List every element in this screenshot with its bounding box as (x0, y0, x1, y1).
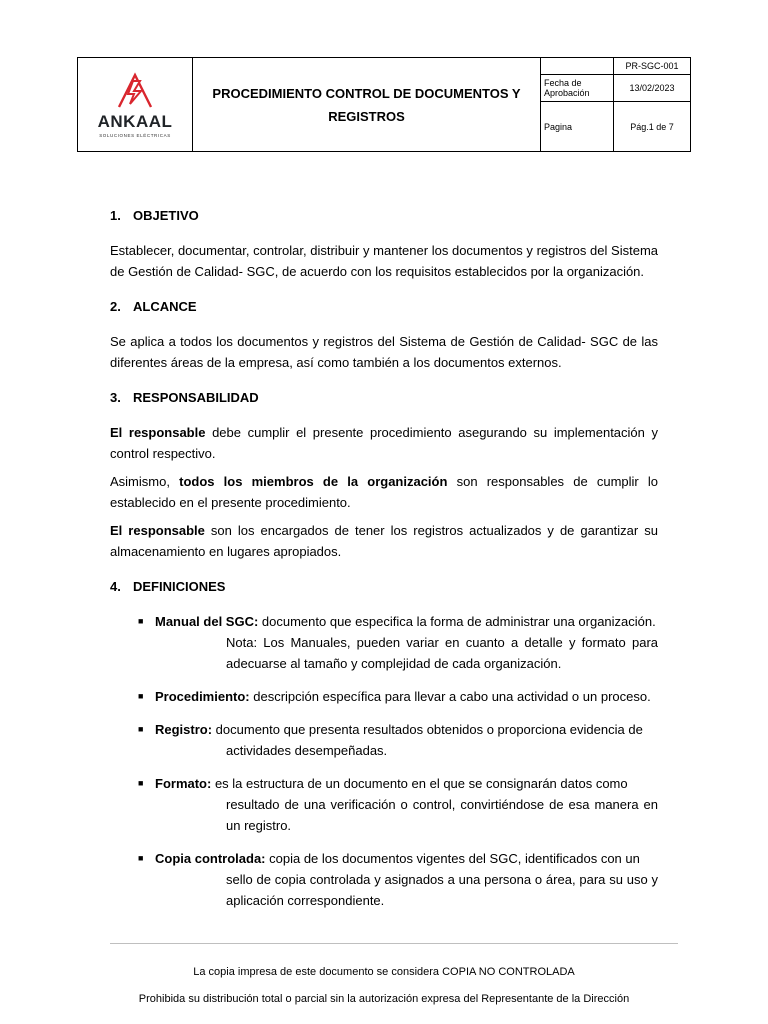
responsabilidad-paragraph-3 (110, 520, 658, 562)
section-title: DEFINICIONES (133, 579, 226, 594)
section-number: 1. (110, 208, 121, 223)
lightning-tower-icon (115, 72, 155, 110)
list-item (110, 848, 658, 911)
definitions-list (110, 611, 658, 911)
meta-page-row (541, 102, 690, 151)
section-heading-definiciones (110, 576, 658, 597)
responsabilidad-paragraph-2 (110, 471, 658, 513)
list-item (110, 611, 658, 674)
list-item (110, 686, 658, 707)
definition-continuation: actividades desempeñadas. (226, 743, 388, 758)
definition-continuation: resultado de una verificación o control, convirtiéndose de esa manera en un registro. (226, 797, 658, 833)
section-heading-responsabilidad (110, 387, 658, 408)
alcance-paragraph: Se aplica a todos los documentos y registros del Sistema de Gestión de Calidad- SGC de las diferentes áreas de la empresa, así como también a los documentos externos. (110, 334, 658, 370)
meta-code-label (541, 58, 614, 74)
document-code: PR-SGC-001 (625, 61, 679, 71)
bold-term: El responsable (110, 425, 206, 440)
page-number: Pág.1 de 7 (630, 121, 674, 132)
logo-wordmark: ANKAAL (97, 111, 173, 131)
section-title: ALCANCE (133, 299, 197, 314)
document-title: PROCEDIMIENTO CONTROL DE DOCUMENTOS Y REGISTROS (193, 58, 541, 151)
section-number: 3. (110, 390, 121, 405)
logo-tagline: SOLUCIONES ELÉCTRICAS (99, 132, 171, 138)
definition-term: Manual del SGC: (155, 614, 259, 629)
square-bullet-icon: ■ (138, 616, 144, 626)
section-number: 4. (110, 579, 121, 594)
definition-text: documento que presenta resultados obtenidos o proporciona evidencia de (212, 722, 643, 737)
footer-disclaimer: Prohibida su distribución total o parcial sin la autorización expresa del Representante de la Dirección (138, 993, 630, 1005)
definition-term: Procedimiento: (155, 689, 250, 704)
list-item (110, 719, 658, 761)
document-meta (541, 58, 690, 151)
paragraph-text: debe cumplir el presente procedimiento asegurando su implementación y control respectivo. (110, 425, 658, 461)
bold-term: todos los miembros de la organización (179, 474, 448, 489)
square-bullet-icon: ■ (138, 691, 144, 701)
document-body (110, 205, 658, 923)
section-title: RESPONSABILIDAD (133, 390, 259, 405)
definition-text: copia de los documentos vigentes del SGC, identificados con un (265, 851, 640, 866)
company-logo (78, 58, 193, 151)
approval-label: Fecha de Aprobación (541, 75, 614, 101)
footer-notice: La copia impresa de este documento se considera COPIA NO CONTROLADA (193, 966, 575, 978)
meta-code-row (541, 58, 690, 75)
meta-approval-row (541, 75, 690, 102)
square-bullet-icon: ■ (138, 853, 144, 863)
square-bullet-icon: ■ (138, 778, 144, 788)
document-header (77, 57, 691, 152)
definition-text: descripción específica para llevar a cabo una actividad o un proceso. (249, 689, 651, 704)
definition-text: es la estructura de un documento en el que se consignarán datos como (211, 776, 628, 791)
responsabilidad-paragraph-1 (110, 422, 658, 464)
bold-term: El responsable (110, 523, 205, 538)
section-number: 2. (110, 299, 121, 314)
page-label: Pagina (541, 102, 614, 151)
definition-term: Formato: (155, 776, 212, 791)
definition-text: documento que especifica la forma de administrar una organización. (258, 614, 656, 629)
definition-continuation: Nota: Los Manuales, pueden variar en cuanto a detalle y formato para adecuarse al tamaño y complejidad de cada organización. (226, 635, 658, 671)
section-heading-objetivo (110, 205, 658, 226)
footer-divider (110, 943, 678, 944)
objetivo-paragraph: Establecer, documentar, controlar, distribuir y mantener los documentos y registros del Sistema de Gestión de Calidad- SGC, de acuerdo con los requisitos establecidos por la organización. (110, 243, 658, 279)
paragraph-text: son los encargados de tener los registros actualizados y de garantizar su almacenamiento en lugares apropiados. (110, 523, 658, 559)
paragraph-text: Asimismo, (110, 474, 180, 489)
square-bullet-icon: ■ (138, 724, 144, 734)
definition-continuation: sello de copia controlada y asignados a una persona o área, para su uso y aplicación correspondiente. (226, 872, 658, 908)
definition-term: Registro: (155, 722, 213, 737)
definition-term: Copia controlada: (155, 851, 266, 866)
section-heading-alcance (110, 296, 658, 317)
section-title: OBJETIVO (133, 208, 199, 223)
list-item (110, 773, 658, 836)
approval-date: 13/02/2023 (629, 83, 675, 93)
paragraph-text: son responsables de cumplir lo establecido en el presente procedimiento. (110, 474, 659, 510)
